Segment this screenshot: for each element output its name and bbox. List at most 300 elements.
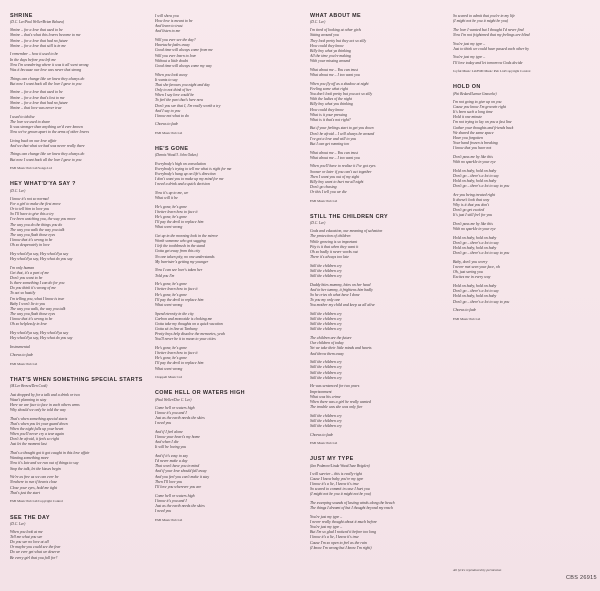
lyric-line: You're just my type – [310,525,343,530]
lyric-line: Living back on our love affair [10,138,57,143]
lyric-line: It was stronger than anything we'd ever known [10,124,83,129]
stanza [453,222,589,232]
lyric-line: When you fly off as a shadow at night [310,81,369,86]
lyric-line: He was sentenced for two years [310,384,360,389]
songwriter-credit: (D.C. Lee) [10,188,26,193]
lyric-line: That won't have you in mind [155,464,200,469]
lyric-line: Do you see no love at all [10,540,49,545]
lyric-line: There it's always too late [310,255,349,260]
lyric-line: I better learn how to face it [155,287,198,292]
stanza [310,28,446,64]
lyric-line: Don't go – there's a lot to say [453,240,499,245]
lyric-line: And when I die [155,440,179,445]
stanza [10,393,146,414]
stanza [10,197,146,249]
stanza [453,308,589,313]
lyric-line: Everybody's trying to tell me what is right for me [155,166,232,171]
lyric-line: Don't go – there's a lot to say [453,289,499,294]
lyric-line: And we that what we had was never really there [10,143,85,148]
lyric-line: Tell me what you see [10,535,43,539]
stanza [155,205,291,231]
lyric-line: I know your heart's my home [155,434,201,439]
lyric-line: Shrine – for a love that had no future [10,38,68,43]
lyric-line: I know it's you and I [155,410,187,415]
lyric-line: Then I'll love you [155,479,183,484]
stanza [155,406,291,427]
stanza [453,155,589,165]
lyric-line: Oh so badly it never works out [310,249,358,254]
lyric-line: Do you think it's wrong of me [10,286,56,291]
lyric-line: Don't be afraid, it feels so right [10,437,59,442]
lyric-line: I need a drink and a quick decision [155,182,210,187]
lyric-line: But now I want back all the love I gave to you [10,157,82,162]
lyric-line: Don't go – there's a lot to say [453,173,499,178]
lyric-line: Don't you see that I, I'm really worth a try [155,103,221,108]
lyric-line: When you look away [155,72,188,77]
lyric-line: Good time will always come my way [155,63,212,68]
lyric-line: Come hell or waters high [155,405,195,410]
lyric-line: Our children of today [310,341,344,346]
song-block [155,147,291,380]
lyric-line: Hey what'd'ya say, Hey what'd'ya say [10,330,69,335]
lyric-line: That's a thought got it got caught in this love affair [10,451,90,456]
lyric-line: Everybody's hang up on life's direction [155,171,216,176]
stanza [10,115,146,136]
lyric-line: Still the children cry [310,268,342,273]
lyric-line: Still the children cry [310,327,342,332]
lyric-line: Just as the earth needs the skies [155,416,205,420]
lyric-line: Is there something I can do for you [10,281,65,286]
lyric-line: Or to tell him to love you [10,207,50,212]
lyric-line: What is it that's not right? [310,117,351,122]
copyright-line: EMI Music Pub Ltd [310,441,338,446]
stanza [155,73,291,119]
lyric-line: Gotta take my thoughts on a quick vacation [155,321,223,326]
stanza [310,229,446,260]
stanza [155,346,291,372]
lyric-line: Why is it that you don't [453,203,489,208]
stanza [155,312,291,343]
lyric-line: Now it's late and we run out of things to say [10,461,79,466]
lyric-line: Instrumental [10,344,30,349]
lyric-line: Without a little doubt [155,58,188,63]
lyric-line: For a girl to make the first move [10,201,61,206]
song-block [10,182,146,367]
lyric-line: To feel the part that's here now [155,98,204,103]
lyric-line: Don't you want to be [10,275,43,280]
lyric-line: I need you [155,509,172,513]
lyric-line: Are you being treated right [453,192,496,197]
stanza [10,451,146,472]
stanza [155,122,291,127]
song-block [453,14,589,74]
lyric-line: No one taken pity, no one understands [155,254,215,259]
stanza [10,90,146,111]
lyric-line: Still the children cry [310,322,342,327]
stanza [10,139,146,149]
lyric-line: So scared to commit in case I hurt you [310,487,370,492]
lyric-line: Feeling some what right [310,86,348,91]
lyric-line: Don't go – there's a lot to say to you [453,184,510,189]
lyric-line: Only to not think of her [155,88,192,93]
lyric-line: Baby I won't lie to you [10,301,46,306]
lyric-line: When you'll never cry a tear again [10,432,64,437]
lyric-line: He's gone, he's gone [155,345,187,350]
stanza [310,360,446,381]
lyric-line: That's when you let your guard down [10,421,68,426]
lyric-line: Just as the earth needs the skies [155,503,205,508]
stanza [10,152,146,162]
stanza [453,28,589,38]
lyric-line: Shrine – for a love that had no future [10,100,68,105]
stanza [453,14,589,24]
songwriter-credit: (M.Lee Brown/Den Cook) [10,384,48,389]
lyric-line: The children are the future [310,336,352,341]
lyric-line: Still the children cry [310,423,342,428]
lyric-line: I'm only human [10,265,35,270]
lyric-line: Hey what'd'ya say, Hey what'd'ya say [10,251,69,256]
stanza [155,430,291,451]
lyric-line: I know not what to do [155,113,189,118]
stanza [453,236,589,257]
lyric-line: I left the toothbrush in the stand [155,244,205,249]
lyric-line: Still the children cry [310,375,342,380]
lyric-line: I need you [155,421,172,426]
lyric-line: How love is meant to be [155,19,193,24]
lyric-line: Now I'm wondering where it was it all went wrong [10,62,89,67]
stanza [453,42,589,52]
lyric-line: Everybody's high on consolation [155,161,206,166]
lyric-line: What went wrong [155,225,183,230]
lyric-line: Cause you know I'm groovin right [453,104,506,109]
lyric-line: It doesn't look that way [453,197,490,202]
lyric-line: Things can change like we knew they always do [10,152,85,157]
lyric-line: Oh so desperately in love [10,243,50,248]
lyric-line: I'm tired of looking at other girls [310,28,362,33]
lyric-line: What will it be [155,196,178,201]
lyric-line: Chorus to fade [310,432,334,437]
songwriter-credit: (D.C. Lee) [10,521,26,526]
lyric-line: Yet we take their little minds and hearts [310,346,372,351]
stanza [310,384,446,410]
lyric-line: Still the children cry [310,317,342,322]
lyric-line: Hold it one minute [453,115,483,120]
song-title: HEY WHAT'D'YA SAY ? [10,181,76,188]
lyric-line: You're just my type – [453,41,486,46]
stanza [310,433,446,438]
lyric-line: Shrine – that's what this lovers become to me [10,33,81,38]
lyric-line: And if it's easy to say [155,453,188,458]
lyric-line: Excites me in every way [453,275,491,280]
lyric-line: Don't go – there's a lot to say to you [453,251,510,256]
lyric-line: Things can change like we knew they always do [10,76,85,81]
lyric-line: Shrine – for a love that's lost to me [10,95,65,100]
song-block [310,215,446,446]
song-block [453,85,589,322]
lyric-line: Gods and education, our meaning of salvation [310,229,383,234]
lyric-line: Wanting something more [10,456,49,461]
lyric-line: He's gone, he's gone [155,282,187,287]
lyrics-column-2 [155,14,291,534]
stanza [10,331,146,341]
lyric-line: Or this I tell you we die [310,190,347,195]
lyric-line: Imprisonment [310,389,332,394]
copyright-line: EMI Music Pub Ltd [453,316,481,321]
song-title: WHAT ABOUT ME [310,13,362,19]
lyrics-column-1 [10,14,146,572]
lyric-line: And if your love should fall away [155,469,207,474]
stanza [310,515,446,551]
copyright-line: Chappell Music Ltd [155,375,183,380]
stanza [453,260,589,281]
lyric-line: The way you walk the way you talk [10,227,65,232]
lyric-line: He's gone, he's gone [155,215,187,219]
lyric-line: Close your eyes, hold me tight [10,485,58,490]
lyric-line: With the ladies of the night [310,97,352,102]
song-title: JUST MY TYPE [310,456,354,463]
lyric-line: Daddy bites mummy, bites on her head [310,282,371,287]
lyrics-column-4 [453,14,589,333]
lyric-line: Chorus to fade [10,353,34,358]
lyric-line: So he cries oh what have I done [310,293,360,298]
lyric-line: Billy boy want to hurt me all night [310,179,364,184]
lyric-line: Then I want you out of my sight [310,174,360,179]
lyric-line: The way you flash those eyes [10,312,56,316]
lyric-line: To you my only one [310,298,341,303]
lyric-line: When I say love could be [155,93,194,98]
lyric-line: He's gone, he's gone [155,204,187,209]
copyright-line: Joyful Music Ltd/EMI Music Pub Ltd/Copyright Control [453,69,531,74]
stanza [453,55,589,65]
lyric-line: Good time will always come from me [155,48,213,53]
lyrics-column-3 [310,14,446,562]
lyric-line: That's just the start [10,490,40,495]
lyric-line: The way you flash those eyes [10,232,56,237]
lyric-line: Still the children cry [310,413,342,418]
songwriter-credit: (D.C. Lee) [310,221,326,226]
lyric-line: Heartache fades away [155,43,190,48]
lyric-line: So I'll have to give this a try [10,212,54,217]
lyric-line: What was his crime [310,394,341,399]
stanza [10,530,146,561]
lyric-line: Spend eternity in the city [155,311,194,316]
lyric-line: Hold on baby, hold on baby [453,235,497,240]
lyric-line: Don't go – there's a lot to say to you [453,299,510,304]
lyric-line: And listen to me [155,29,181,34]
lyric-line: Nowhere to run if hearts close [10,480,58,485]
lyric-line: You don't look pretty but you act so silly [310,92,373,97]
lyric-line: The love I wanted but I thought I'd never find [453,27,524,32]
lyric-line: I'm telling you, what I know is true [10,296,65,301]
lyric-line: I know that it's wrong to be [10,237,53,242]
lyric-line: The things I dreamt of but I thought beyond my reach [310,506,393,511]
catalogue-number: CBS 26915 [566,575,597,581]
lyric-line: Shrine – for a love that used to be [10,90,63,95]
lyric-line: It will be loving you [155,445,187,450]
lyric-line: Do we ever get what we deserve [10,550,61,555]
lyric-line: You're just my type – [453,55,486,60]
lyric-line: It's been such a long time [453,110,493,115]
lyric-line: Cause I'm so open to feel as the rain [310,540,367,545]
lyric-line: I'll pay the devil to replace him [155,297,204,302]
lyric-line: How could they know [310,43,344,48]
stanza [10,252,146,262]
lyric-line: Worth someone who got sagging [155,239,206,244]
lyric-line: The love we used to share [10,119,51,124]
song-block [155,14,291,136]
lyric-line: Still the children cry [310,365,342,370]
lyric-line: Chorus to fade [155,122,179,127]
lyric-line: Baby, don't you worry [453,259,488,264]
lyric-line: Still the children cry [310,360,342,365]
lyric-line: I know that it's wrong to be [10,317,53,322]
lyric-line: Don't pass me by like this [453,222,493,226]
lyric-line: Was it because our love was never that strong [10,67,82,72]
lyric-line: The way you do the things you do [10,222,63,227]
lyric-line: Hold on baby, hold on baby [453,178,497,183]
lyric-line: Still the children cry [310,274,342,279]
lyric-line: Hey what'd'ya say, Hey what do you say [10,336,73,341]
lyric-line: Hold on baby, hold on baby [453,246,497,251]
songwriter-credit: (Ian Podmore/Linda Wood/Jane Brigden) [310,463,370,468]
song-block [10,14,146,171]
stanza [155,234,291,265]
lyric-line: Get up in the morning look in the mirror [155,233,218,238]
lyric-line: I'm not going to give up on you [453,99,502,104]
lyric-line: Just let the moment last [10,442,47,447]
lyric-line: With no sparkle in your eye [453,227,496,232]
song-block [155,391,291,522]
lyric-line: Here we are face to face in each others arms [10,402,80,407]
lyric-line: Gotta get away from this city [155,249,201,254]
lyric-line: Now I'm not frightened that my feelings are blind [453,32,530,37]
stanza [453,100,589,152]
lyric-line: Have you forgotten [453,135,483,140]
lyric-line: He's gone, he's gone [155,292,187,297]
songwriter-credit: (Pat Bedard/Lamar Gnaweke) [453,91,497,96]
lyric-line: Shrine – that love was never true [10,105,62,110]
lyric-line: I used to idolise [10,114,35,119]
lyric-line: Don't pass me by like this [453,154,493,159]
permission-note: All lyrics reproduced by permission [453,568,502,572]
stanza [310,151,446,161]
lyric-line: Get that, it's a part of me [10,270,49,275]
lyric-line: When you look at me [10,529,43,534]
lyric-line: (I might not be you it might be you) [453,19,509,24]
lyric-line: Told you I'm [155,273,175,278]
lyric-line: Hold on baby, hold on baby [453,168,497,173]
song-title: STILL THE CHILDREN CRY [310,214,388,220]
lyric-line: And in her tummy, it frightens him badly [310,287,373,292]
lyric-line: But now I want back all the love I gave to you [10,81,82,86]
lyric-line: Don't be afraid – I will always be around [310,131,375,136]
lyric-line: Be every girl that you fall for? [10,555,58,560]
lyric-line: Will you ever learn to love [155,53,197,58]
lyric-line: So scared to admit that you're in my life [453,14,515,18]
lyric-line: I'm not trying to lay on you a fast line [453,120,512,125]
stanza [310,126,446,147]
lyric-line: Just dropped by for a talk and a drink or two [10,392,80,397]
song-title: SHRINE [10,13,33,19]
lyric-line: And I say to you [155,108,181,113]
lyric-line: Wasn't planning to stay [10,397,47,402]
lyric-line: That she favours you night and day [155,82,210,87]
stanza [453,193,589,219]
lyric-line: I've been watching you, the way you move [10,217,76,222]
lyric-line: (I know I'm wrong but I know I'm right) [310,545,372,550]
lyric-line: Still the children cry [310,312,342,316]
lyric-line: I know it's a lie, I know it's true [310,535,359,540]
songwriter-credit: (D.C. Lee) [310,20,326,25]
lyric-line: I better learn how to face it [155,209,198,214]
lyric-line: Just to think we could have passed each other by [453,46,529,51]
lyric-line: He's gone, he's gone [155,356,187,361]
lyric-line: Stop the talk, let the kisses begin [10,466,61,471]
lyric-line: I never met seen your face, oh [453,265,500,270]
stanza [10,77,146,87]
stanza [10,475,146,496]
stanza [310,472,446,498]
lyric-line: I'll love today and let tomorrow Gods decide [453,60,523,65]
song-block [10,516,146,561]
lyric-line: When there was a girl he really wanted [310,399,371,404]
stanza [310,414,446,429]
lyric-line: And if I feel alone [155,429,183,434]
stanza [155,282,291,308]
lyric-line: Now I can see love's taken her [155,268,203,273]
stanza [310,501,446,511]
lyric-line: With your missing around [310,59,351,64]
stanza [155,162,291,188]
song-block [10,378,146,504]
lyric-line: The protection of children [310,234,351,239]
lyric-line: What about me – I too want you [310,73,360,78]
lyric-line: But I'm so glad I noticed it before too long [310,530,377,535]
lyric-line: All the time you're making [310,54,351,59]
lyric-line: I'll pay the devil to replace him [155,361,204,366]
stanza [155,494,291,515]
stanza [310,283,446,309]
stanza [155,38,291,69]
song-title: HE'S GONE [155,146,189,153]
lyric-line: That's when something special starts [10,416,68,421]
lyric-line: Come hell or waters high [155,493,195,498]
lyric-line: And throw them away [310,351,344,356]
lyric-line: The trouble was she was only five [310,405,363,409]
lyric-line: You mother my child and keep us all alive [310,303,375,308]
lyric-line: It wants to say [155,77,178,82]
lyric-line: While growing is so important [310,239,358,244]
lyric-line: I don't want you to make up my mind for me [155,177,224,182]
lyric-line: But if your feelings start to get you down [310,126,374,131]
lyric-line: What about me – I too want you [310,155,360,160]
lyric-line: Your hand frozen is breaking [453,140,498,145]
lyric-line: I will show you [155,14,179,18]
lyric-line: What went wrong [155,302,183,307]
lyric-line: I'll love you wherever you are [155,484,202,489]
copyright-line: EMI Music Pub Ltd/Songs Ltd [10,166,53,171]
lyric-line: Or maybe you could see the fear [10,545,61,550]
copyright-line: EMI Music Pub Ltd/Copyright Control [10,499,64,504]
lyric-line: Sooner or later if you can't act together [310,169,372,174]
stanza [310,312,446,333]
stanza [310,336,446,357]
stanza [10,266,146,328]
stanza [155,14,291,35]
lyric-line: You'll never be it to mean to your cities [155,337,216,342]
lyric-line: Gather your thoughts and friends back [453,125,514,130]
stanza [310,82,446,123]
